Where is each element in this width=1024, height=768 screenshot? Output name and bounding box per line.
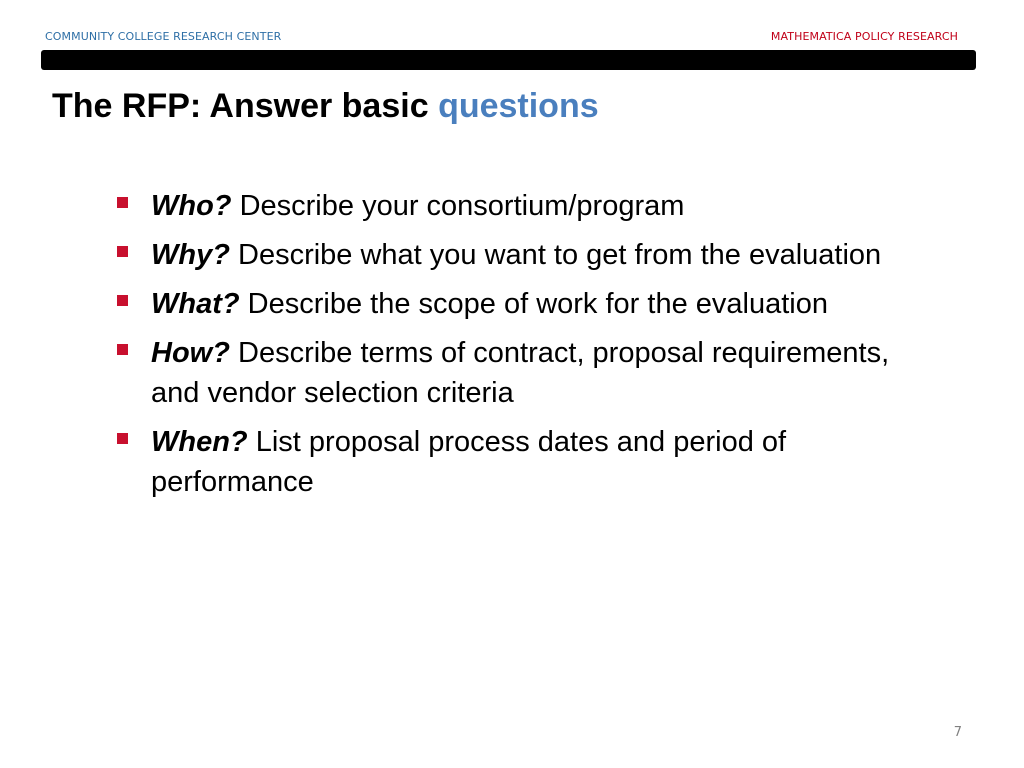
bullet-text: Describe the scope of work for the evaluation	[247, 288, 828, 320]
bullet-text: Describe what you want to get from the evaluation	[238, 239, 882, 271]
bullet-item-who	[114, 186, 904, 226]
header-left-label: COMMUNITY COLLEGE RESEARCH CENTER	[45, 30, 282, 43]
slide-title	[52, 86, 599, 127]
bullet-list	[114, 186, 904, 511]
bullet-question: How?	[151, 337, 230, 369]
bullet-text: Describe your consortium/program	[239, 190, 685, 222]
bullet-item-when	[114, 422, 904, 502]
slide-title-accent: questions	[438, 87, 599, 125]
bullet-question: What?	[151, 288, 240, 320]
bullet-question: Why?	[151, 239, 230, 271]
bullet-item-how	[114, 333, 904, 413]
square-bullet-icon	[117, 433, 128, 444]
square-bullet-icon	[117, 246, 128, 257]
slide-number: 7	[953, 725, 962, 740]
header-right-label: MATHEMATICA POLICY RESEARCH	[770, 30, 958, 43]
square-bullet-icon	[117, 295, 128, 306]
bullet-question: When?	[151, 426, 248, 458]
bullet-item-what	[114, 284, 904, 324]
slide-title-main: The RFP: Answer basic	[52, 87, 439, 125]
header-bar	[41, 50, 976, 70]
square-bullet-icon	[117, 197, 128, 208]
square-bullet-icon	[117, 344, 128, 355]
bullet-question: Who?	[151, 190, 232, 222]
bullet-text: Describe terms of contract, proposal requirements, and vendor selection criteria	[151, 337, 890, 409]
bullet-text: List proposal process dates and period of performance	[151, 426, 787, 498]
bullet-item-why	[114, 235, 904, 275]
